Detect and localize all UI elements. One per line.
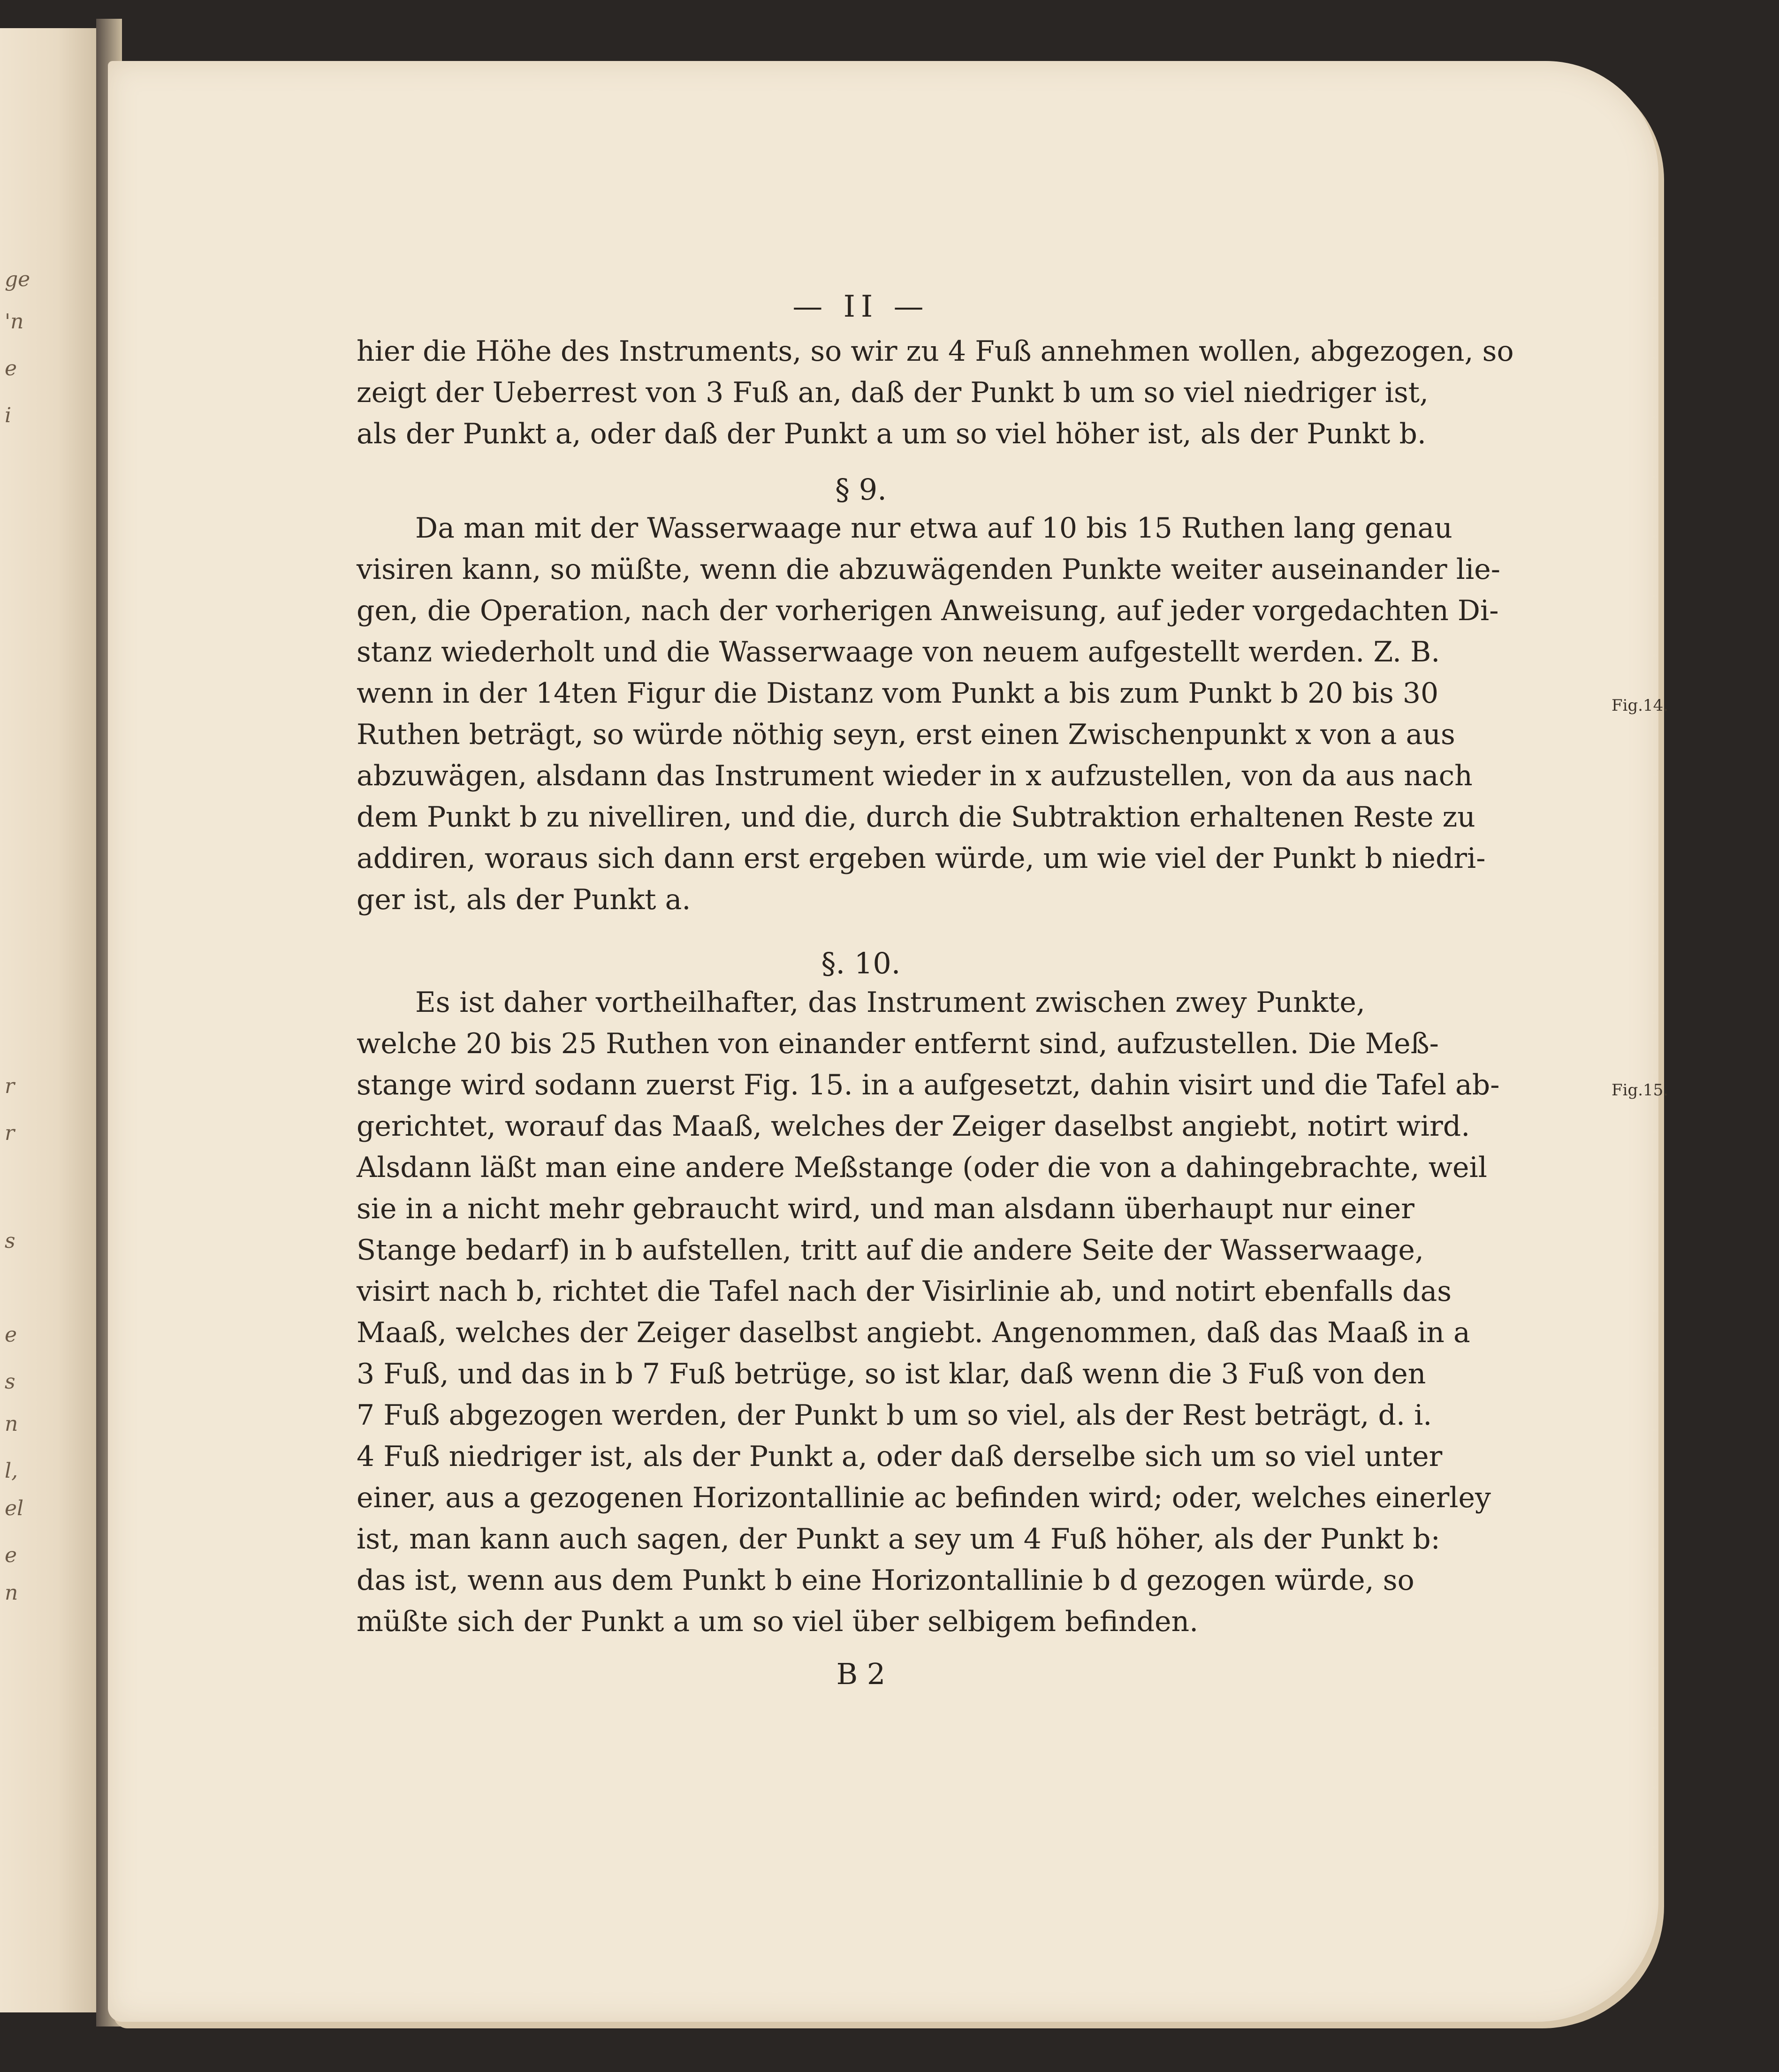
left-fragment: n <box>5 1581 18 1605</box>
left-fragment: s <box>5 1370 15 1394</box>
left-fragment: e <box>5 357 17 380</box>
text-line: müßte sich der Punkt a um so viel über selbigem befinden. <box>357 1605 1199 1638</box>
text-line: ger ist, als der Punkt a. <box>357 883 691 916</box>
text-line: gerichtet, worauf das Maaß, welches der Zeiger daselbst angiebt, notirt wird. <box>357 1110 1470 1143</box>
section-heading: §. 10. <box>821 946 901 980</box>
previous-page-edge <box>0 28 99 2012</box>
text-line: dem Punkt b zu nivelliren, und die, durch die Subtraktion erhaltenen Reste zu <box>357 801 1475 834</box>
text-line: hier die Höhe des Instruments, so wir zu 4 Fuß annehmen wollen, abgezogen, so <box>357 335 1514 368</box>
left-fragment: i <box>5 403 12 427</box>
text-line: sie in a nicht mehr gebraucht wird, und man alsdann überhaupt nur einer <box>357 1192 1414 1225</box>
text-line: abzuwägen, alsdann das Instrument wieder in x aufzustellen, von da aus nach <box>357 759 1473 792</box>
text-line: welche 20 bis 25 Ruthen von einander entfernt sind, aufzustellen. Die Meß- <box>357 1027 1439 1060</box>
text-line: stanz wiederholt und die Wasserwaage von neuem aufgestellt werden. Z. B. <box>357 636 1440 668</box>
section-heading: § 9. <box>835 472 887 507</box>
text-line: einer, aus a gezogenen Horizontallinie ac befinden wird; oder, welches einerley <box>357 1481 1491 1514</box>
left-fragment: n <box>5 1412 18 1436</box>
text-line: 3 Fuß, und das in b 7 Fuß betrüge, so ist klar, daß wenn die 3 Fuß von den <box>357 1358 1426 1390</box>
text-line: ist, man kann auch sagen, der Punkt a sey um 4 Fuß höher, als der Punkt b: <box>357 1523 1440 1556</box>
text-line: Es ist daher vortheilhafter, das Instrument zwischen zwey Punkte, <box>415 986 1365 1019</box>
left-fragment: 'n <box>5 310 24 334</box>
text-line: 4 Fuß niedriger ist, als der Punkt a, oder daß derselbe sich um so viel unter <box>357 1440 1443 1473</box>
signature-mark: B 2 <box>836 1657 886 1691</box>
left-fragment: s <box>5 1229 15 1253</box>
left-fragment: l, <box>5 1459 18 1483</box>
text-line: Ruthen beträgt, so würde nöthig seyn, erst einen Zwischenpunkt x von a aus <box>357 718 1455 751</box>
left-fragment: el <box>5 1496 24 1520</box>
text-line: addiren, woraus sich dann erst ergeben würde, um wie viel der Punkt b niedri- <box>357 842 1486 875</box>
text-line: visirt nach b, richtet die Tafel nach der Visirlinie ab, und notirt ebenfalls das <box>357 1275 1452 1308</box>
text-line: stange wird sodann zuerst Fig. 15. in a aufgesetzt, dahin visirt und die Tafel ab- <box>357 1069 1500 1101</box>
page-number: — II — <box>792 289 929 324</box>
text-line: als der Punkt a, oder daß der Punkt a um so viel höher ist, als der Punkt b. <box>357 417 1426 450</box>
text-line: visiren kann, so müßte, wenn die abzuwägenden Punkte weiter auseinander lie- <box>357 553 1500 586</box>
left-fragment: e <box>5 1323 17 1347</box>
text-line: wenn in der 14ten Figur die Distanz vom Punkt a bis zum Punkt b 20 bis 30 <box>357 677 1439 710</box>
text-line: Alsdann läßt man eine andere Meßstange (oder die von a dahingebrachte, weil <box>357 1151 1487 1184</box>
left-fragment: r <box>5 1121 15 1145</box>
text-line: das ist, wenn aus dem Punkt b eine Horizontallinie b d gezogen würde, so <box>357 1564 1414 1597</box>
left-fragment: e <box>5 1543 17 1567</box>
left-fragment: r <box>5 1074 15 1098</box>
left-fragment: ge <box>5 267 30 291</box>
text-line: gen, die Operation, nach der vorherigen Anweisung, auf jeder vorgedachten Di- <box>357 594 1499 627</box>
text-line: Da man mit der Wasserwaage nur etwa auf 10 bis 15 Ruthen lang genau <box>415 512 1452 545</box>
text-line: Stange bedarf) in b aufstellen, tritt auf die andere Seite der Wasserwaage, <box>357 1234 1424 1267</box>
figure-reference-note: Fig.15. <box>1612 1081 1669 1100</box>
text-line: Maaß, welches der Zeiger daselbst angiebt. Angenommen, daß das Maaß in a <box>357 1316 1470 1349</box>
text-line: 7 Fuß abgezogen werden, der Punkt b um so viel, als der Rest beträgt, d. i. <box>357 1399 1432 1432</box>
book-page <box>108 61 1669 2022</box>
figure-reference-note: Fig.14. <box>1612 696 1669 715</box>
text-line: zeigt der Ueberrest von 3 Fuß an, daß der Punkt b um so viel niedriger ist, <box>357 376 1429 409</box>
